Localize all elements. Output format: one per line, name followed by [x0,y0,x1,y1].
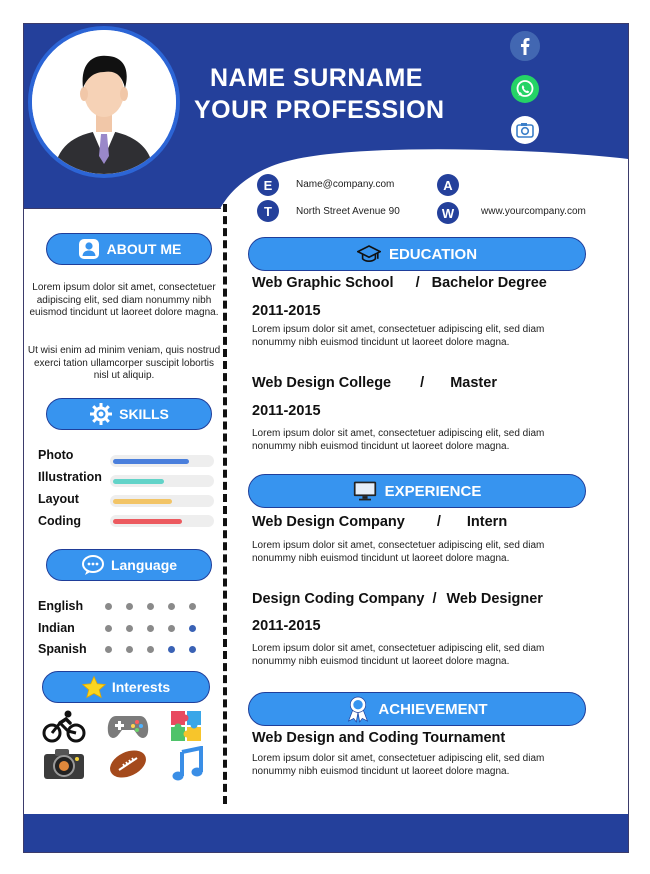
language-level-dot [189,646,196,653]
skill-fill-layout [113,499,172,504]
camera-glyph [510,115,540,145]
about-paragraph-1: Lorem ipsum dolor sit amet, consectetuer adipiscing elit, sed diam nonummy nibh euismod tincidunt ut laoreet dolore magna. [29,282,219,318]
language-header [46,549,212,581]
education-entry-title [252,375,497,391]
skill-label: Photo [38,448,74,462]
language-level-dot [105,625,112,632]
dashed-separator [223,204,227,804]
facebook-icon[interactable] [510,31,540,61]
language-level-dot [168,603,175,610]
skill-bar-coding [110,515,214,527]
skill-fill-illustration [113,479,164,484]
address-badge: A [437,174,459,196]
skill-fill-coding [113,519,182,524]
language-label: Indian [38,621,75,635]
about-me-header [46,233,212,265]
skill-label: Layout [38,492,79,506]
language-level-dot [147,603,154,610]
skills-header [46,398,212,430]
language-level-dot [126,603,133,610]
language-level-dot [147,646,154,653]
language-title: Language [110,557,178,573]
school-name: Web Graphic School [252,275,394,291]
email-text[interactable]: Name@company.com [296,179,395,190]
skill-bar-layout [110,495,214,507]
whatsapp-glyph [510,74,540,104]
company-name: Design Coding Company [252,591,425,607]
experience-title: EXPERIENCE [384,482,482,500]
email-badge: E [257,174,279,196]
title-separator: / [436,514,441,530]
address-text: North Street Avenue 90 [296,206,400,217]
monitor-icon [353,479,377,503]
language-label: Spanish [38,642,87,656]
school-name: Web Design College [252,375,392,391]
degree-name: Bachelor Degree [431,275,547,291]
skill-fill-photo [113,459,189,464]
language-level-dot [126,646,133,653]
language-level-dot [189,625,196,632]
left-divider [24,208,221,209]
facebook-glyph [510,31,540,61]
graduation-cap-icon [357,242,381,266]
education-title: EDUCATION [388,245,478,263]
resume-sheet [23,23,629,853]
music-note-icon [165,746,209,782]
language-level-dot [126,625,133,632]
language-level-dot [168,646,175,653]
language-level-dot [105,603,112,610]
interests-header [42,671,210,703]
skill-bar-photo [110,455,214,467]
language-label: English [38,599,84,613]
award-ribbon-icon [346,697,370,721]
role-name: Web Designer [446,591,543,607]
about-me-title: ABOUT ME [106,241,182,257]
cycling-icon [42,708,86,744]
profession-title: YOUR PROFESSION [194,96,445,124]
company-name: Web Design Company [252,514,405,530]
experience-header [248,474,586,508]
skill-label: Coding [38,514,82,528]
education-description: Lorem ipsum dolor sit amet, consectetuer adipiscing elit, sed diam nonummy nibh euismod tincidunt ut laoreet dolore magna. [252,324,545,348]
photo-camera-icon [42,746,86,782]
education-years: 2011-2015 [252,303,321,319]
achievement-title: ACHIEVEMENT [378,700,488,718]
language-level-dot [168,625,175,632]
experience-description: Lorem ipsum dolor sit amet, consectetuer adipiscing elit, sed diam nonummy nibh euismod tincidunt ut laoreet dolore magna. [252,643,545,667]
skills-title: SKILLS [119,406,169,422]
role-name: Intern [466,514,508,530]
title-separator: / [420,375,425,391]
achievement-entry-title: Web Design and Coding Tournament [252,730,506,746]
experience-entry-title [252,591,543,607]
football-icon [106,746,150,782]
title-separator: / [415,275,420,291]
degree-name: Master [450,375,497,391]
web-badge: W [437,202,459,224]
experience-years: 2011-2015 [252,618,321,634]
star-icon [82,675,106,699]
achievement-header [248,692,586,726]
achievement-description: Lorem ipsum dolor sit amet, consectetuer adipiscing elit, sed diam nonummy nibh euismod tincidunt ut laoreet dolore magna. [252,753,545,777]
experience-description: Lorem ipsum dolor sit amet, consectetuer adipiscing elit, sed diam nonummy nibh euismod tincidunt ut laoreet dolore magna. [252,540,545,564]
language-level-dot [189,603,196,610]
footer-bar [24,814,628,852]
gear-icon [89,402,113,426]
interests-title: Interests [111,679,171,695]
user-icon [77,237,101,261]
language-level-dot [147,625,154,632]
name-title: NAME SURNAME [210,64,423,92]
website-text[interactable]: www.yourcompany.com [481,206,586,217]
title-separator: / [432,591,437,607]
camera-icon[interactable] [510,115,540,145]
education-description: Lorem ipsum dolor sit amet, consectetuer adipiscing elit, sed diam nonummy nibh euismod tincidunt ut laoreet dolore magna. [252,428,545,452]
experience-entry-title [252,514,507,530]
chat-bubble-icon [81,553,105,577]
language-level-dot [105,646,112,653]
about-paragraph-2: Ut wisi enim ad minim veniam, quis nostrud exerci tation ullamcorper suscipit lobortis nisl ut aliquip. [27,345,221,381]
skill-bar-illustration [110,475,214,487]
puzzle-icon [165,708,209,744]
education-years: 2011-2015 [252,403,321,419]
skill-label: Illustration [38,470,102,484]
education-header [248,237,586,271]
gamepad-icon [106,708,150,744]
education-entry-title [252,275,547,291]
whatsapp-icon[interactable] [510,74,540,104]
phone-badge: T [257,200,279,222]
